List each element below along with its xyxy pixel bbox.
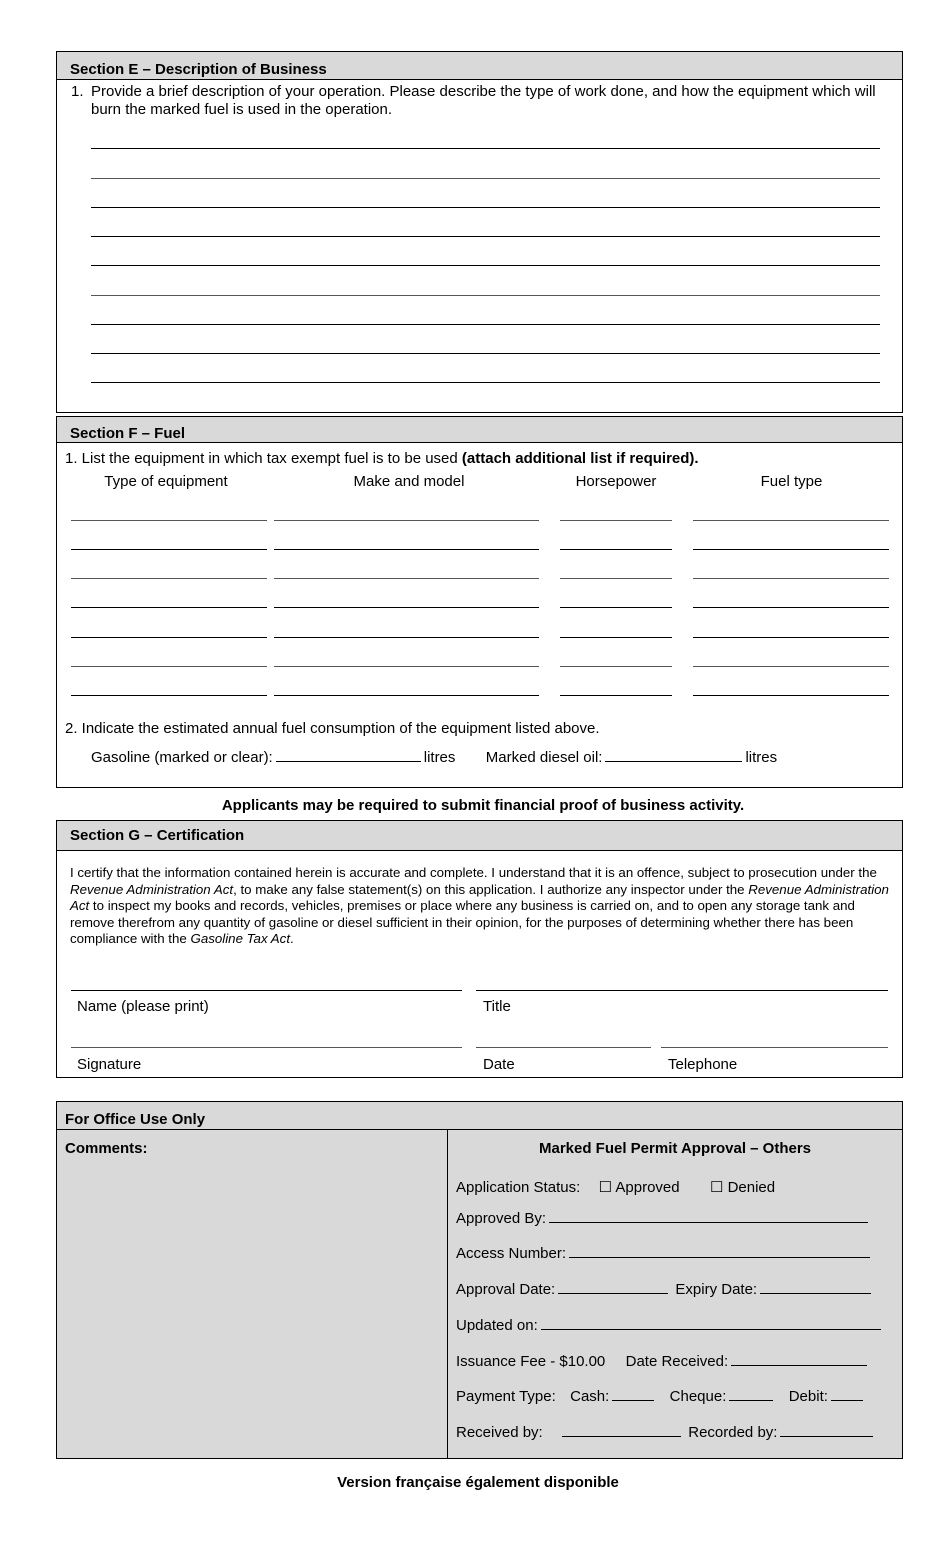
footer-note: Version française également disponible <box>337 1474 619 1491</box>
title-label: Title <box>483 998 511 1015</box>
equipment-cell-line[interactable] <box>693 520 889 521</box>
equipment-cell-line[interactable] <box>71 607 267 608</box>
consumption-row <box>91 748 777 766</box>
date-received-field[interactable] <box>731 1352 867 1366</box>
equipment-cell-line[interactable] <box>274 695 539 696</box>
description-line[interactable] <box>91 295 880 296</box>
date-field[interactable] <box>476 1047 651 1048</box>
approved-by-row: Approved By: <box>456 1209 871 1227</box>
column-fuel-type: Fuel type <box>760 473 823 490</box>
equipment-cell-line[interactable] <box>560 578 672 579</box>
issuance-fee: Issuance Fee - $10.00 <box>456 1353 606 1370</box>
description-line[interactable] <box>91 382 880 383</box>
telephone-field[interactable] <box>661 1047 888 1048</box>
access-number-row: Access Number: <box>456 1244 873 1262</box>
section-e-q1-number: 1. <box>71 83 84 100</box>
equipment-cell-line[interactable] <box>274 578 539 579</box>
telephone-label: Telephone <box>668 1056 738 1073</box>
column-horsepower: Horsepower <box>575 473 657 490</box>
gasoline-unit: litres <box>423 749 456 766</box>
section-f-q2: 2. Indicate the estimated annual fuel consumption of the equipment listed above. <box>65 720 600 737</box>
diesel-label: Marked diesel oil: <box>485 749 603 766</box>
equipment-cell-line[interactable] <box>274 637 539 638</box>
equipment-cell-line[interactable] <box>274 549 539 550</box>
equipment-cell-line[interactable] <box>71 637 267 638</box>
section-e-title: Section E – Description of Business <box>57 52 902 80</box>
section-e-q1-text: Provide a brief description of your operation. Please describe the type of work done, and how the equipment which will burn the marked fuel is used in the operation. <box>91 83 876 118</box>
approved-option: Approved <box>615 1179 680 1196</box>
date-label: Date <box>483 1056 515 1073</box>
name-field[interactable] <box>71 990 462 991</box>
description-line[interactable] <box>91 236 880 237</box>
received-by-field[interactable] <box>562 1423 681 1437</box>
description-line[interactable] <box>91 178 880 179</box>
description-line[interactable] <box>91 265 880 266</box>
description-line[interactable] <box>91 353 880 354</box>
fee-row: Issuance Fee - $10.00 Date Received: <box>456 1352 870 1370</box>
equipment-cell-line[interactable] <box>71 520 267 521</box>
description-line[interactable] <box>91 148 880 149</box>
name-label: Name (please print) <box>77 998 209 1015</box>
section-f-title: Section F – Fuel <box>57 417 902 443</box>
office-use <box>56 1101 903 1459</box>
approval-title: Marked Fuel Permit Approval – Others <box>538 1140 812 1157</box>
certification-text: I certify that the information contained herein is accurate and complete. I understand that it is an offence, subject to prosecution under the Revenue Administration Act, to make any false statement(s) on this application. I authorize any inspector under the Revenue Administration Act to inspect my books and records, vehicles, premises or place where any business is carried on, and to open any storage tank and remove therefrom any quantity of gasoline or diesel sufficient in their opinion, for the purposes of determining whether there has been compliance with the Gasoline Tax Act. <box>70 865 889 946</box>
equipment-cell-line[interactable] <box>693 549 889 550</box>
equipment-cell-line[interactable] <box>693 637 889 638</box>
section-f-q1-text: 1. List the equipment in which tax exempt fuel is to be used <box>65 450 462 467</box>
gasoline-field[interactable] <box>276 748 421 762</box>
cash-field[interactable] <box>612 1387 654 1401</box>
status-label: Application Status: <box>456 1179 581 1196</box>
section-f-q1-note: (attach additional list if required). <box>461 450 699 467</box>
gasoline-label: Gasoline (marked or clear): <box>91 749 273 766</box>
approval-date-row: Approval Date: Expiry Date: <box>456 1280 874 1298</box>
equipment-cell-line[interactable] <box>560 637 672 638</box>
equipment-cell-line[interactable] <box>560 666 672 667</box>
approval-date-field[interactable] <box>558 1280 668 1294</box>
office-use-title: For Office Use Only <box>57 1102 902 1130</box>
expiry-date-field[interactable] <box>760 1280 871 1294</box>
description-line[interactable] <box>91 207 880 208</box>
equipment-cell-line[interactable] <box>71 578 267 579</box>
diesel-field[interactable] <box>605 748 742 762</box>
section-e <box>56 51 903 413</box>
denied-checkbox[interactable]: ☐ <box>709 1179 724 1196</box>
updated-on-row: Updated on: <box>456 1316 884 1334</box>
equipment-cell-line[interactable] <box>560 607 672 608</box>
access-number-field[interactable] <box>569 1244 870 1258</box>
denied-option: Denied <box>727 1179 776 1196</box>
diesel-unit: litres <box>745 749 778 766</box>
equipment-cell-line[interactable] <box>560 549 672 550</box>
equipment-cell-line[interactable] <box>71 666 267 667</box>
equipment-cell-line[interactable] <box>693 666 889 667</box>
column-type-of-equipment: Type of equipment <box>104 473 228 490</box>
debit-field[interactable] <box>831 1387 863 1401</box>
approved-by-field[interactable] <box>549 1209 868 1223</box>
equipment-cell-line[interactable] <box>274 607 539 608</box>
recorded-by-field[interactable] <box>780 1423 873 1437</box>
equipment-cell-line[interactable] <box>274 666 539 667</box>
section-g-title: Section G – Certification <box>57 821 902 851</box>
updated-on-field[interactable] <box>541 1316 881 1330</box>
signature-field[interactable] <box>71 1047 462 1048</box>
column-make-and-model: Make and model <box>353 473 465 490</box>
signature-label: Signature <box>77 1056 142 1073</box>
payment-row: Payment Type: Cash: Cheque: Debit: <box>456 1387 866 1405</box>
comments-label: Comments: <box>65 1140 148 1157</box>
equipment-cell-line[interactable] <box>693 578 889 579</box>
office-divider <box>447 1130 448 1458</box>
section-g <box>56 820 903 1078</box>
financial-proof-note: Applicants may be required to submit financial proof of business activity. <box>221 797 745 814</box>
section-f-q1 <box>65 450 699 467</box>
cheque-field[interactable] <box>729 1387 773 1401</box>
equipment-cell-line[interactable] <box>560 520 672 521</box>
status-row <box>456 1178 775 1196</box>
equipment-cell-line[interactable] <box>71 549 267 550</box>
title-field[interactable] <box>476 990 888 991</box>
equipment-cell-line[interactable] <box>560 695 672 696</box>
equipment-cell-line[interactable] <box>71 695 267 696</box>
equipment-cell-line[interactable] <box>274 520 539 521</box>
equipment-cell-line[interactable] <box>693 607 889 608</box>
description-line[interactable] <box>91 324 880 325</box>
received-row: Received by: Recorded by: <box>456 1423 876 1441</box>
approved-checkbox[interactable]: ☐ <box>598 1179 613 1196</box>
section-f <box>56 416 903 788</box>
equipment-cell-line[interactable] <box>693 695 889 696</box>
